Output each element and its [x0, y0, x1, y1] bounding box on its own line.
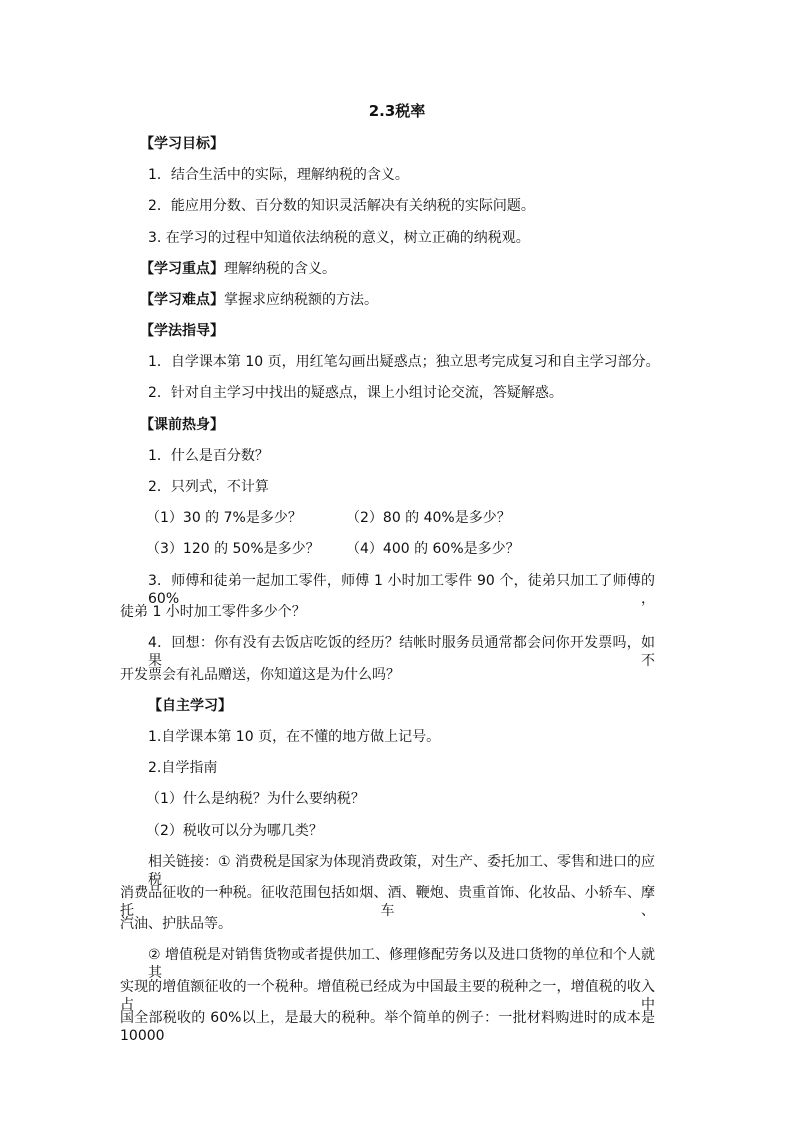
self-study-item-2: 2.自学指南 — [148, 760, 218, 776]
warmup-q2: 2．只列式，不计算 — [148, 479, 269, 495]
warmup-q1: 1．什么是百分数？ — [148, 448, 269, 464]
warmup-heading: 【课前热身】 — [140, 417, 224, 433]
warmup-q4-line-2: 开发票会有礼品赠送，你知道这是为什么吗？ — [120, 667, 400, 683]
objective-item-1: 1．结合生活中的实际，理解纳税的含义。 — [148, 167, 409, 183]
warmup-sub-4: （4）400 的 60%是多少？ — [346, 541, 520, 557]
objective-item-3: 3. 在学习的过程中知道依法纳税的意义，树立正确的纳税观。 — [148, 230, 530, 246]
links-line-4: ② 增值税是对销售货物或者提供加工、修理修配劳务以及进口货物的单位和个人就其 — [148, 947, 655, 981]
links-line-5: 实现的增值额征收的一个税种。增值税已经成为中国最主要的税种之一，增值税的收入占中 — [120, 979, 655, 1013]
links-line-6: 国全部税收的 60%以上，是最大的税种。举个简单的例子：一批材料购进时的成本是 10000 — [120, 1010, 655, 1044]
page-title: 2.3税率 — [368, 102, 426, 120]
difficulty-heading: 【学习难点】 — [140, 292, 224, 308]
guide-question-1: （1）什么是纳税？为什么要纳税？ — [146, 791, 365, 807]
difficulty-text: 掌握求应纳税额的方法。 — [224, 292, 378, 308]
difficulty-line — [140, 291, 378, 309]
method-item-2: 2．针对自主学习中找出的疑惑点，课上小组讨论交流，答疑解惑。 — [148, 385, 563, 401]
self-study-heading: 【自主学习】 — [148, 698, 232, 714]
self-study-item-1: 1.自学课本第 10 页，在不懂的地方做上记号。 — [148, 729, 441, 745]
key-point-text: 理解纳税的含义。 — [224, 261, 336, 277]
warmup-sub-1: （1）30 的 7%是多少？ — [146, 510, 302, 526]
links-line-1: 相关链接：① 消费税是国家为体现消费政策，对生产、委托加工、零售和进口的应税 — [148, 854, 655, 888]
method-item-1: 1．自学课本第 10 页，用红笔勾画出疑惑点；独立思考完成复习和自主学习部分。 — [148, 354, 660, 370]
guide-question-2: （2）税收可以分为哪几类？ — [146, 823, 323, 839]
objectives-heading: 【学习目标】 — [140, 136, 224, 152]
key-point-line — [140, 260, 336, 278]
method-heading: 【学法指导】 — [140, 323, 224, 339]
warmup-sub-3: （3）120 的 50%是多少？ — [146, 541, 320, 557]
warmup-q4-line-1: 4．回想：你有没有去饭店吃饭的经历？结帐时服务员通常都会问你开发票吗，如果不 — [148, 635, 655, 669]
links-line-3: 汽油、护肤品等。 — [120, 916, 232, 932]
key-point-heading: 【学习重点】 — [140, 261, 224, 277]
warmup-q3-line-1: 3．师傅和徒弟一起加工零件，师傅 1 小时加工零件 90 个，徒弟只加工了师傅的 60%， — [148, 573, 655, 607]
objective-item-2: 2．能应用分数、百分数的知识灵活解决有关纳税的实际问题。 — [148, 198, 535, 214]
warmup-q3-line-2: 徒弟 1 小时加工零件多少个？ — [120, 604, 306, 620]
links-line-2: 消费品征收的一种税。征收范围包括如烟、酒、鞭炮、贵重首饰、化妆品、小轿车、摩托车、 — [120, 885, 655, 919]
warmup-sub-2: （2）80 的 40%是多少？ — [346, 510, 511, 526]
